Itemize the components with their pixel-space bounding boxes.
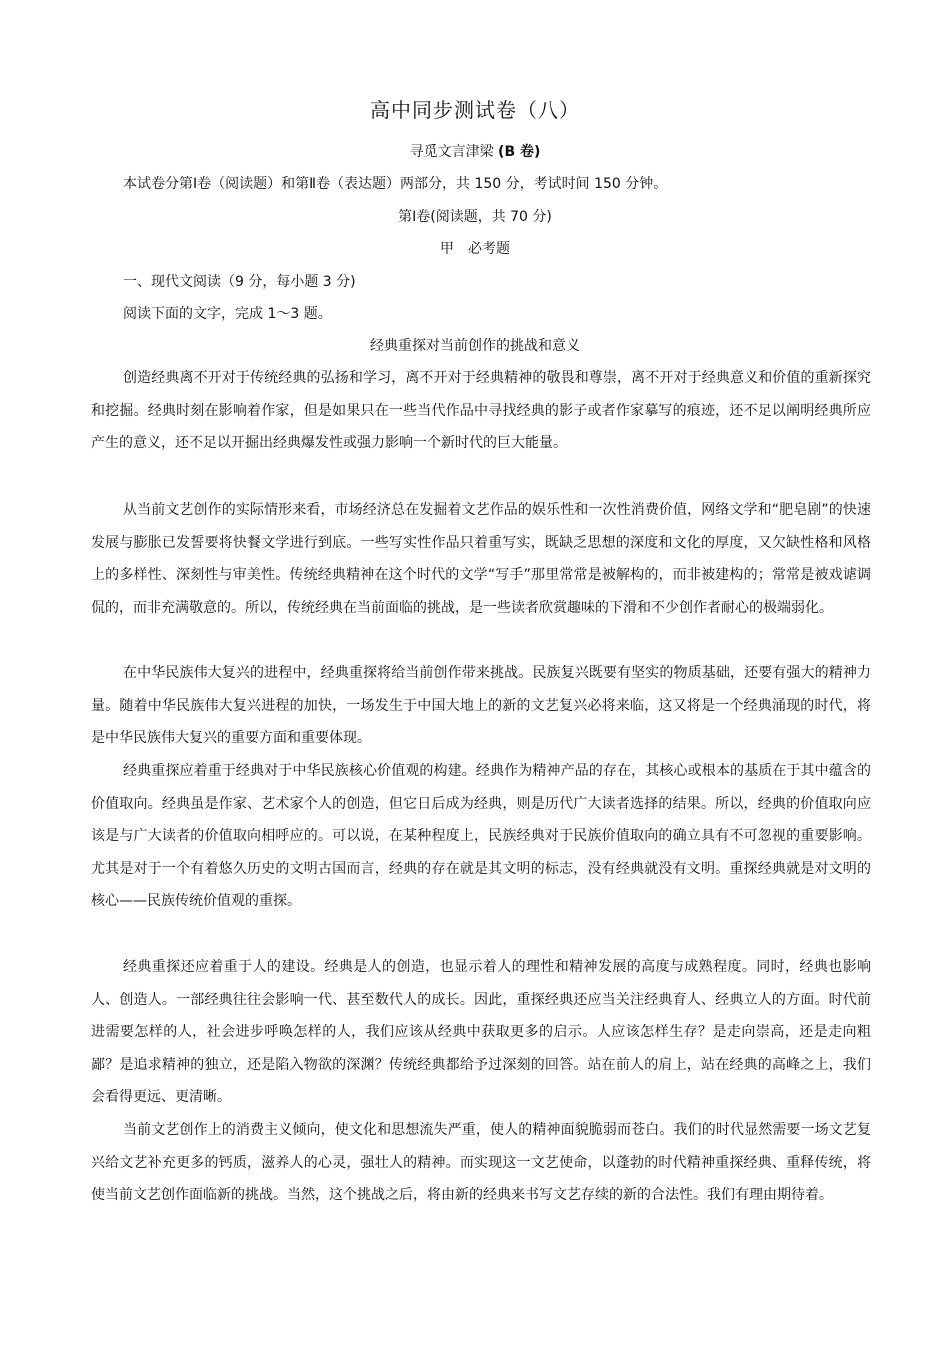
article-title: 经典重探对当前创作的挑战和意义 xyxy=(370,338,580,354)
subtitle xyxy=(0,141,950,161)
question-group-heading: 一、现代文阅读（9 分，每小题 3 分) xyxy=(123,274,356,290)
subtitle-volume: (B 卷) xyxy=(498,144,541,160)
reading-directions: 阅读下面的文字，完成 1～3 题。 xyxy=(123,306,332,322)
article-paragraph-5: 经典重探还应着重于人的建设。经典是人的创造，也显示着人的理性和精神发展的高度与成熟程度。同时，经典也影响人、创造人。一部经典往往会影响一代、甚至数代人的成长。因此，重探经典还应当关注经典育人、经典立人的方面。时代前进需要怎样的人，社会进步呼唤怎样的人，我们应该从经典中获取更多的启示。人应该怎样生存？是走向崇高，还是走向粗鄙？是追求精神的独立，还是陷入物欲的深渊？传统经典都给予过深刻的回答。站在前人的肩上，站在经典的高峰之上，我们会看得更远、更清晰。 xyxy=(91,959,871,1105)
exam-instructions: 本试卷分第Ⅰ卷（阅读题）和第Ⅱ卷（表达题）两部分，共 150 分，考试时间 150 分钟。 xyxy=(123,176,668,192)
article-paragraph-1: 创造经典离不开对于传统经典的弘扬和学习，离不开对于经典精神的敬畏和尊崇，离不开对于经典意义和价值的重新探究和挖掘。经典时刻在影响着作家，但是如果只在一些当代作品中寻找经典的影子或者作家摹写的痕迹，还不足以阐明经典所应产生的意义，还不足以开掘出经典爆发性或强力影响一个新时代的巨大能量。 xyxy=(91,370,871,451)
article-paragraph-3: 在中华民族伟大复兴的进程中，经典重探将给当前创作带来挑战。民族复兴既要有坚实的物质基础，还要有强大的精神力量。随着中华民族伟大复兴进程的加快，一场发生于中国大地上的新的文艺复兴必将来临，这又将是一个经典涌现的时代，将是中华民族伟大复兴的重要方面和重要体现。 xyxy=(91,665,871,746)
article-paragraph-2: 从当前文艺创作的实际情形来看，市场经济总在发掘着文艺作品的娱乐性和一次性消费价值，网络文学和“肥皂剧”的快速发展与膨胀已发誓要将快餐文学进行到底。一些写实性作品只着重写实，既缺乏思想的深度和文化的厚度，又欠缺性格和风格上的多样性、深刻性与审美性。传统经典精神在这个时代的文学“写手”那里常常是被解构的，而非被建构的；常常是被戏谑调侃的，而非充满敬意的。所以，传统经典在当前面临的挑战，是一些读者欣赏趣味的下滑和不少创作者耐心的极端弱化。 xyxy=(91,502,871,616)
part-one-heading: 第Ⅰ卷(阅读题，共 70 分) xyxy=(398,209,552,225)
section-label: 甲 必考题 xyxy=(440,241,510,257)
article-paragraph-4: 经典重探应着重于经典对于中华民族核心价值观的构建。经典作为精神产品的存在，其核心或根本的基质在于其中蕴含的价值取向。经典虽是作家、艺术家个人的创造，但它日后成为经典，则是历代广大读者选择的结果。所以，经典的价值取向应该是与广大读者的价值取向相呼应的。可以说，在某种程度上，民族经典对于民族价值取向的确立具有不可忽视的重要影响。尤其是对于一个有着悠久历史的文明古国而言，经典的存在就是其文明的标志，没有经典就没有文明。重探经典就是对文明的核心——民族传统价值观的重探。 xyxy=(91,763,871,909)
article-paragraph-6: 当前文艺创作上的消费主义倾向，使文化和思想流失严重，使人的精神面貌脆弱而苍白。我们的时代显然需要一场文艺复兴给文艺补充更多的钙质，滋养人的心灵，强壮人的精神。而实现这一文艺使命，以蓬勃的时代精神重探经典、重释传统，将使当前文艺创作面临新的挑战。当然，这个挑战之后，将由新的经典来书写文艺存续的新的合法性。我们有理由期待着。 xyxy=(91,1122,871,1203)
subtitle-text: 寻觅文言津梁 xyxy=(409,144,494,160)
page-title: 高中同步测试卷（八） xyxy=(370,98,580,122)
